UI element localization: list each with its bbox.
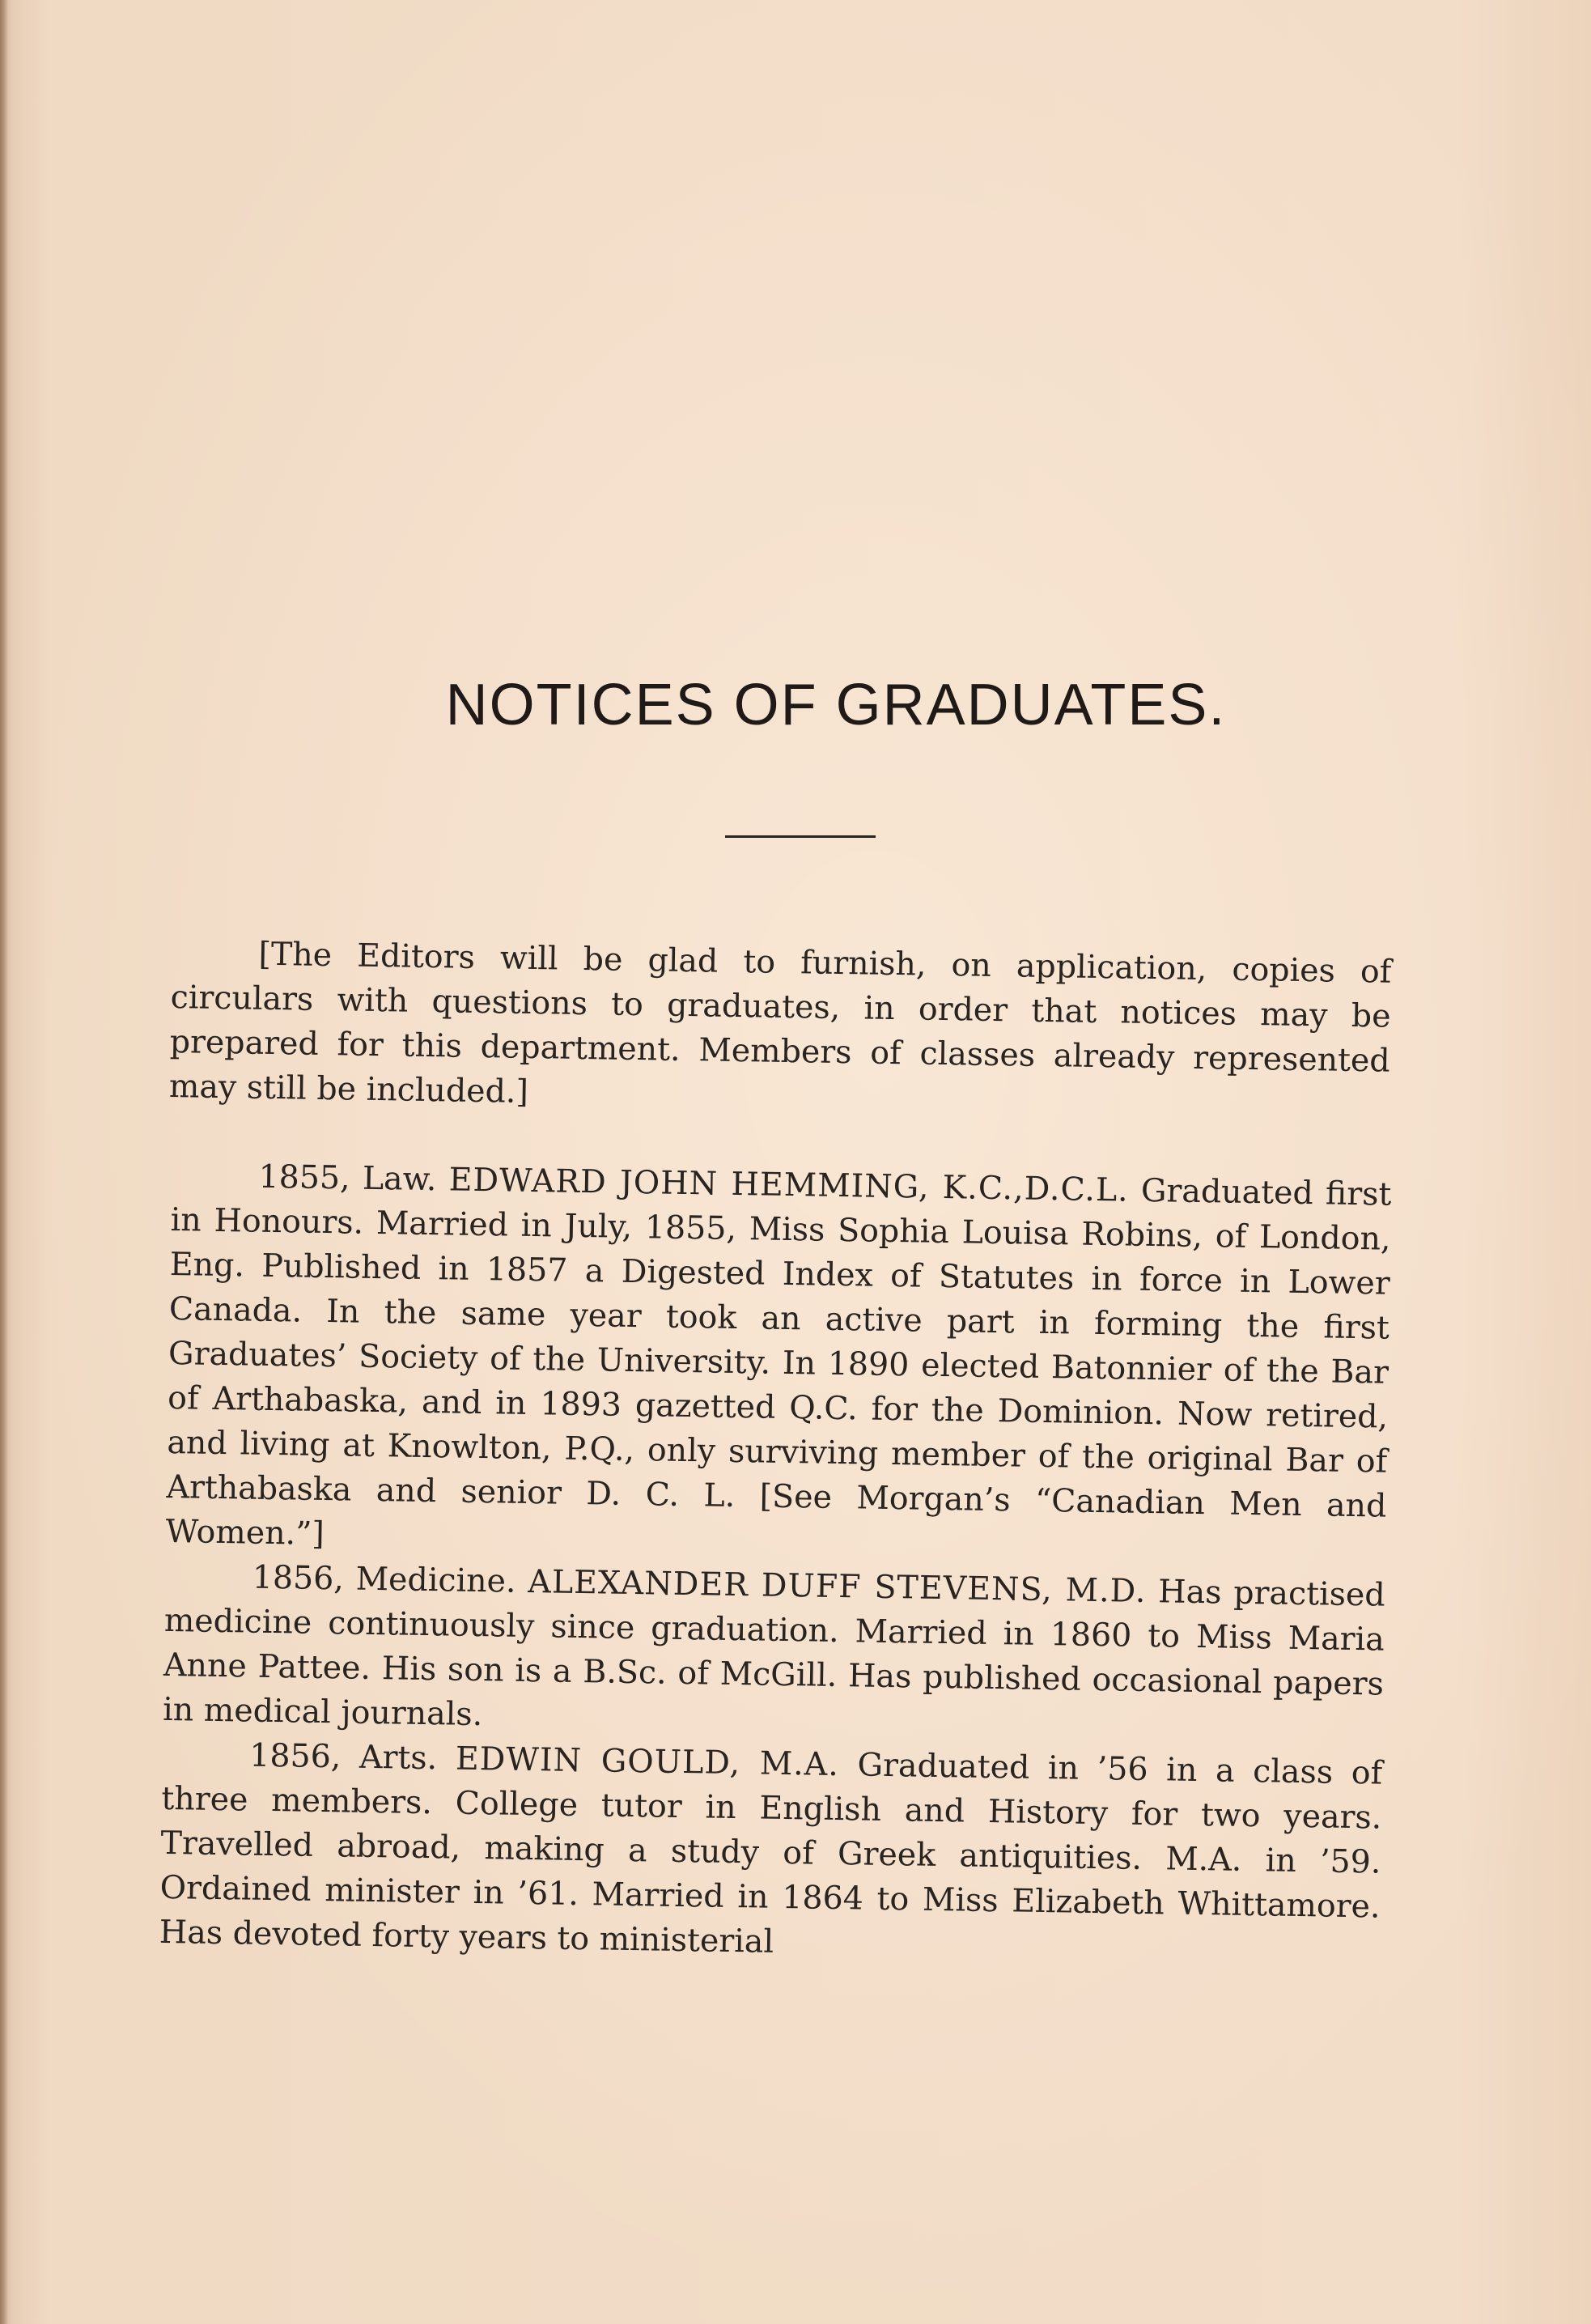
entry-body: Graduated first in Honours. Married in July, 1855, Miss Sophia Louisa Robins, of London, Eng. Published in 1857 a Digested Index of Statutes in force in Lower Canada. In the same year took an active part in forming the first Graduates’ Society of the University. In 1890 elected Batonnier of the Bar of Arthabaska, and in 1893 gazetted Q.C. for the Dominion. Now retired, and living at Knowlton, P.Q., only surviving member of the original Bar of Arthabaska and senior D. C. L. [See Morgan’s “Canadian Men and Women.”] — [165, 1171, 1392, 1553]
intro-text: [The Editors will be glad to furnish, on application, copies of circulars with questions to graduates, in order that notices may be prepared for this department. Members of classes already represented may still be included.] — [168, 935, 1392, 1111]
entry-body: Graduated in ’56 in a class of three members. College tutor in English and History for two years. Travelled abroad, making a study of Greek antiquities. M.A. in ’59. Ordained minister in ’61. Married in 1864 to Miss Elizabeth Whittamore. Has devoted forty years to ministerial — [159, 1746, 1383, 1961]
entry-prefix: 1855, Law. — [258, 1158, 437, 1199]
title-divider — [725, 835, 876, 838]
page-title: NOTICES OF GRADUATES. — [445, 673, 1227, 737]
intro-paragraph — [169, 931, 1392, 1128]
entry-body: Has practised medicine continuously since graduation. Married in 1860 to Miss Maria Anne Pattee. His son is a B.Sc. of McGill. Has published occasional papers in medical journals. — [162, 1573, 1385, 1734]
graduate-entry — [165, 1154, 1392, 1574]
graduate-entry — [163, 1554, 1385, 1752]
graduate-entry — [159, 1732, 1382, 1974]
entry-prefix: 1856, Medicine. — [252, 1558, 516, 1600]
graduate-name: ALEXANDER DUFF STEVENS, M.D. — [528, 1562, 1147, 1610]
graduate-name: EDWIN GOULD, M.A. — [455, 1740, 840, 1784]
binding-shadow — [0, 0, 8, 2324]
graduate-notices — [159, 1154, 1391, 1974]
graduate-name: EDWARD JOHN HEMMING, K.C.,D.C.L. — [448, 1161, 1130, 1209]
entry-prefix: 1856, Arts. — [248, 1736, 438, 1778]
